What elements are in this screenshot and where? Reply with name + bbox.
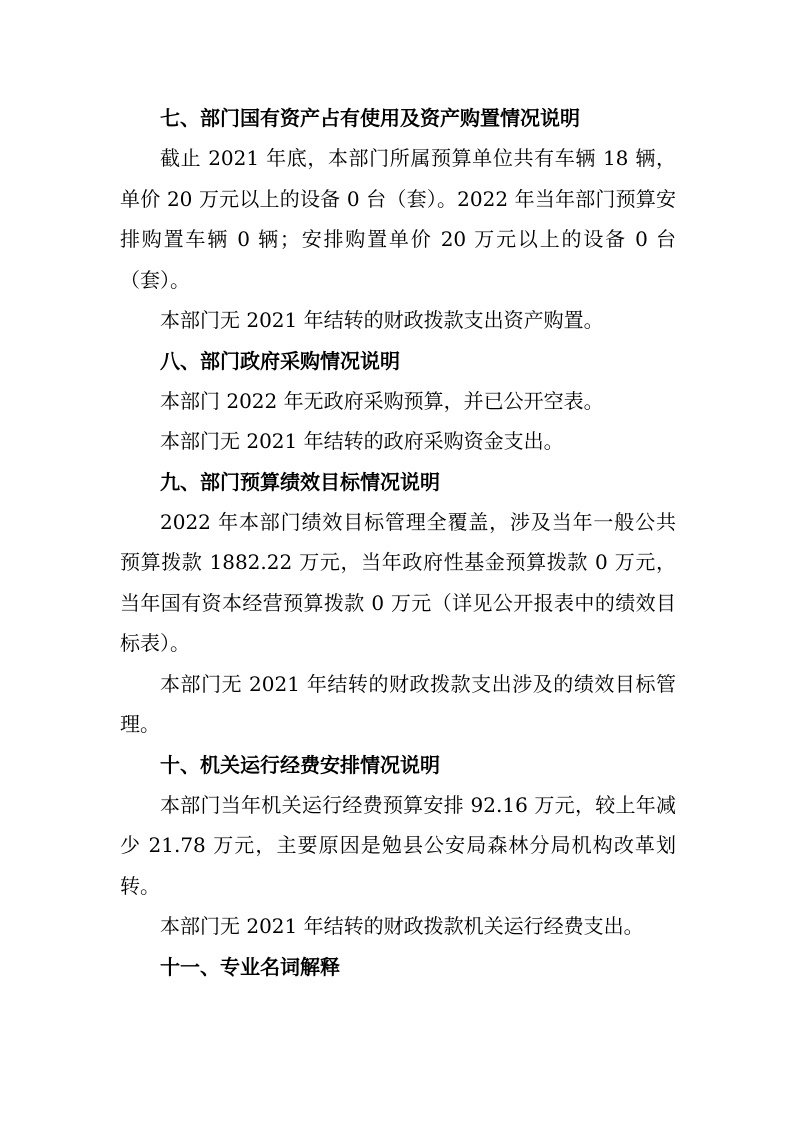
section-10 — [120, 745, 676, 947]
paragraph: 本部门当年机关运行经费预算安排 92.16 万元，较上年减少 21.78 万元，主要原因是勉县公安局森林分局机构改革划转。 — [120, 792, 676, 898]
section-7 — [120, 98, 676, 341]
paragraph: 本部门无 2021 年结转的政府采购资金支出。 — [160, 429, 564, 453]
section-heading: 八、部门政府采购情况说明 — [160, 348, 400, 373]
section-8 — [120, 341, 676, 462]
paragraph: 2022 年本部门绩效目标管理全覆盖，涉及当年一般公共预算拨款 1882.22 万元，当年政府性基金预算拨款 0 万元，当年国有资本经营预算拨款 0 万元（详见公开报表中的绩效目标表）。 — [120, 509, 676, 655]
paragraph: 本部门 2022 年无政府采购预算，并已公开空表。 — [160, 388, 604, 413]
document-body — [120, 98, 676, 987]
section-heading: 十、机关运行经费安排情况说明 — [160, 752, 440, 777]
section-heading: 九、部门预算绩效目标情况说明 — [160, 469, 440, 494]
paragraph: 本部门无 2021 年结转的财政拨款机关运行经费支出。 — [160, 914, 644, 938]
paragraph: 本部门无 2021 年结转的财政拨款支出涉及的绩效目标管理。 — [120, 671, 676, 736]
paragraph: 截止 2021 年底，本部门所属预算单位共有车辆 18 辆，单价 20 万元以上的设备 0 台（套）。2022 年当年部门预算安排购置车辆 0 辆；安排购置单价 20 万元以上的设备 0 台（套）。 — [120, 146, 676, 292]
section-heading: 十一、专业名词解释 — [160, 954, 340, 979]
paragraph: 本部门无 2021 年结转的财政拨款支出资产购置。 — [160, 308, 604, 332]
section-9 — [120, 462, 676, 745]
section-heading: 七、部门国有资产占有使用及资产购置情况说明 — [160, 106, 580, 130]
section-11 — [120, 947, 676, 987]
